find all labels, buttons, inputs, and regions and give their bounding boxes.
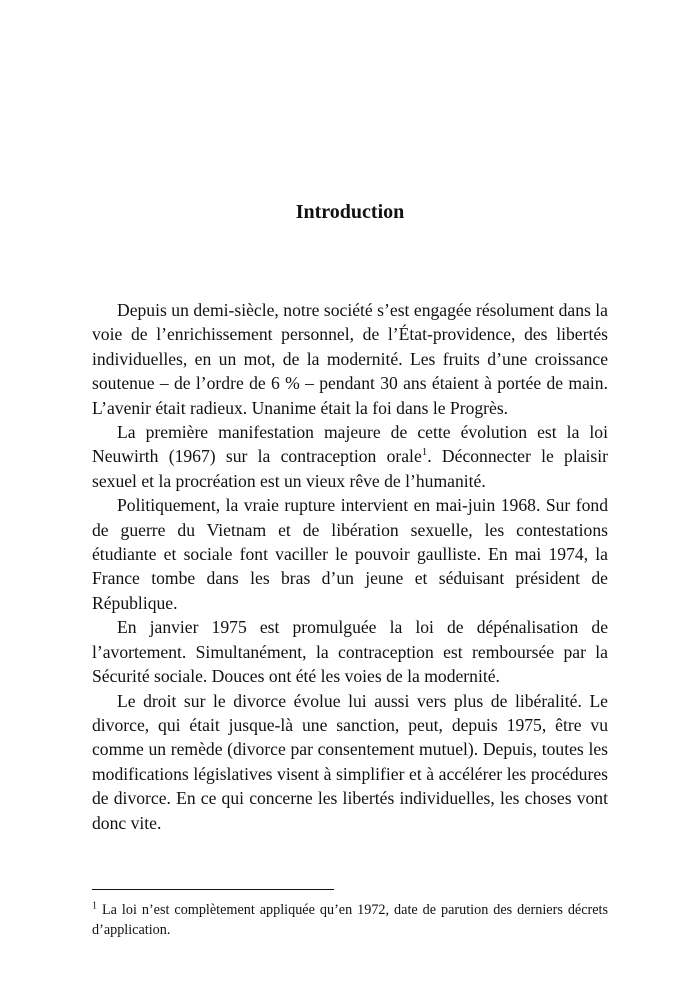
page-title: Introduction [295,201,405,223]
paragraph-2-text-start: La première manifestation majeure de cette évolution est la loi Neuwirth (1967) sur la contraception orale [92,422,608,467]
paragraph-1: Depuis un demi-siècle, notre société s’est engagée résolument dans la voie de l’enrichissement personnel, de l’État-providence, des libertés individuelles, en un mot, de la modernité. Les fruits d’une croissance soutenue – de l’ordre de 6 % – pendant 30 ans étaient à portée de main. L’avenir était radieux. Unanime était la foi dans le Progrès. [92,300,608,418]
body-text [92,298,608,835]
footnote-divider [92,889,334,890]
paragraph-2-text-end: . Déconnecter le plaisir sexuel et la procréation est un vieux rêve de l’humanité. [92,446,609,491]
paragraph-5: Le droit sur le divorce évolue lui aussi vers plus de libéralité. Le divorce, qui était jusque-là une sanction, peut, depuis 1975, être vu comme un remède (divorce par consentement mutuel). Depuis, toutes les modifications législatives visent à simplifier et à accélérer les procédures de divorce. En ce qui concerne les libertés individuelles, les choses vont donc vite. [92,690,608,833]
paragraph-3: Politiquement, la vraie rupture intervient en mai-juin 1968. Sur fond de guerre du Vietnam et de libération sexuelle, les contestations étudiante et sociale font vaciller le pouvoir gaulliste. En mai 1974, la France tombe dans les bras d’un jeune et séduisant président de République. [92,495,608,613]
paragraph-4: En janvier 1975 est promulguée la loi de dépénalisation de l’avortement. Simultanément, la contraception est remboursée par la Sécurité sociale. Douces ont été les voies de la modernité. [92,617,608,687]
footnote-text: La loi n’est complètement appliquée qu’en 1972, date de parution des derniers décrets d’application. [92,902,608,938]
footnote [92,900,608,940]
footnote-number: 1 [92,900,97,912]
footnote-reference[interactable]: 1 [421,446,428,459]
paragraph-2 [92,420,608,493]
